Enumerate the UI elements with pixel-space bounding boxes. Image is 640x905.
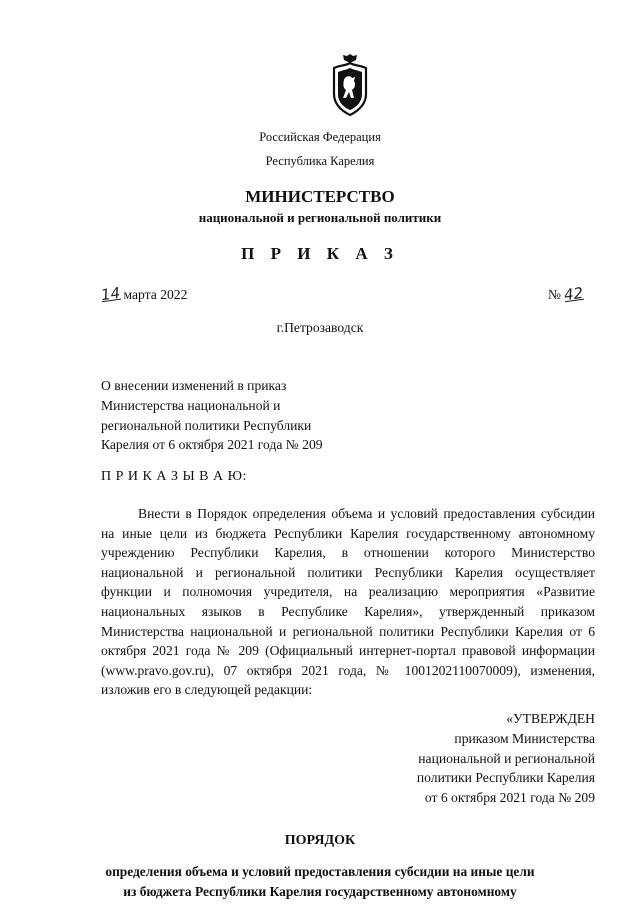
approved-line: «УТВЕРЖДЕН: [506, 711, 595, 726]
procedure-subtitle-line: из бюджета Республики Карелия государственному автономному: [123, 884, 517, 899]
number-prefix: №: [548, 287, 561, 302]
approved-line: от 6 октября 2021 года № 209: [424, 790, 595, 806]
country-line: Российская Федерация: [259, 130, 381, 144]
subject-line: О внесении изменений в приказ: [101, 378, 287, 393]
order-title: П Р И К А З: [241, 244, 399, 263]
number-handwritten: 42: [563, 283, 585, 305]
procedure-title: ПОРЯДОК: [284, 833, 356, 848]
city: г.Петрозаводск: [276, 320, 364, 335]
date-text: марта 2022: [123, 287, 188, 302]
ministry-subtitle: национальной и региональной политики: [198, 210, 442, 225]
order-number: [548, 284, 583, 305]
subject-line: Министерства национальной и: [101, 397, 281, 413]
order-word: П Р И К А З Ы В А Ю:: [101, 469, 247, 484]
body-paragraph: Внести в Порядок определения объема и условий предоставления субсидии на иные цели из бюджета Республики Карелия государственному автономному учреждению Республики Карелия, в отношении которого Министерство национальной и региональной политики Республики Карелия осуществляет функции и полномочия учредителя, на реализацию мероприятия «Развитие национальных языков в Республике Карелия», утвержденный приказом Министерства национальной и региональной политики Республики Карелия от 6 октября 2021 года № 209 (Официальный интернет-портал правовой информации (www.pravo.gov.ru), 07 октября 2021 года, № 1001202110070009), изменения, изложив его в следующей редакции:: [101, 506, 595, 698]
order-date: [101, 284, 187, 305]
ministry-title: МИНИСТЕРСТВО: [245, 187, 395, 206]
subject-line: Карелия от 6 октября 2021 года № 209: [101, 437, 323, 453]
procedure-subtitle-line: определения объема и условий предоставления субсидии на иные цели: [105, 864, 535, 879]
approved-line: приказом Министерства: [454, 730, 595, 746]
approved-line: национальной и региональной: [418, 750, 595, 766]
date-handwritten: 14: [99, 283, 122, 305]
procedure-subtitle: [0, 862, 640, 902]
karelia-coat-of-arms-icon: [330, 54, 370, 116]
subject-line: региональной политики Республики: [101, 417, 312, 433]
order-subject: [101, 376, 323, 455]
republic-line: Республика Карелия: [265, 154, 375, 168]
approved-block: [417, 709, 595, 808]
approved-line: политики Республики Карелия: [416, 770, 595, 786]
